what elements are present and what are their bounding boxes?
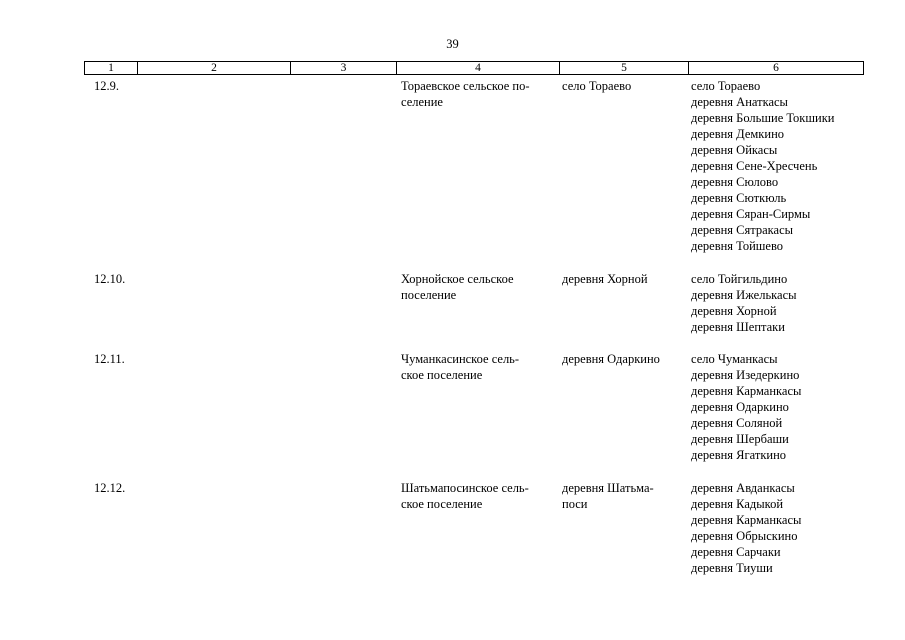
administrative-center-line: село Тораево (562, 79, 632, 93)
header-cell-2: 2 (138, 62, 291, 74)
settlement-name-line: ское поселение (401, 497, 483, 511)
header-cell-3: 3 (291, 62, 397, 74)
settlement-name (401, 78, 551, 110)
row-number: 12.11. (94, 352, 125, 366)
row-number: 12.10. (94, 272, 126, 286)
places-list (691, 78, 834, 254)
places-list (691, 271, 797, 335)
place-item: деревня Карманкасы (691, 384, 802, 398)
administrative-center-line: деревня Шатьма- (562, 481, 654, 495)
row-number: 12.12. (94, 481, 126, 495)
administrative-center (562, 78, 682, 94)
settlement-name (401, 271, 551, 303)
place-item: село Тойгильдино (691, 272, 788, 286)
place-item: деревня Авданкасы (691, 481, 795, 495)
row-number: 12.9. (94, 79, 119, 93)
place-item: деревня Соляной (691, 416, 783, 430)
place-item: деревня Обрыскино (691, 529, 798, 543)
header-cell-6: 6 (773, 62, 779, 74)
place-item: деревня Изедеркино (691, 368, 800, 382)
place-item: деревня Карманкасы (691, 513, 802, 527)
place-item: деревня Хорной (691, 304, 777, 318)
header-cell-4: 4 (397, 62, 560, 74)
place-item: деревня Шербаши (691, 432, 789, 446)
place-item: село Чуманкасы (691, 352, 778, 366)
place-item: деревня Большие Токшики (691, 111, 835, 125)
place-item: деревня Сарчаки (691, 545, 781, 559)
table-header-row (84, 61, 864, 75)
place-item: деревня Сяран-Сирмы (691, 207, 811, 221)
settlement-name-line: ское поселение (401, 368, 483, 382)
places-list (691, 351, 801, 463)
header-cell-5: 5 (560, 62, 689, 74)
place-item: деревня Ягаткино (691, 448, 787, 462)
places-list (691, 480, 801, 576)
settlement-name (401, 480, 551, 512)
administrative-center-line: деревня Хорной (562, 272, 648, 286)
settlement-name-line: Тораевское сельское по- (401, 79, 530, 93)
administrative-center-line: деревня Одаркино (562, 352, 660, 366)
place-item: село Тораево (691, 79, 761, 93)
settlement-name-line: поселение (401, 288, 457, 302)
place-item: деревня Сятракасы (691, 223, 794, 237)
place-item: деревня Сене-Хресчень (691, 159, 818, 173)
place-item: деревня Тойшево (691, 239, 784, 253)
place-item: деревня Одаркино (691, 400, 789, 414)
administrative-center (562, 480, 682, 512)
administrative-center (562, 351, 682, 367)
header-cell-1: 1 (85, 62, 138, 74)
administrative-center (562, 271, 682, 287)
place-item: деревня Тиуши (691, 561, 773, 575)
place-item: деревня Сюлово (691, 175, 779, 189)
settlement-name-line: Чуманкасинское сель- (401, 352, 520, 366)
settlement-name-line: селение (401, 95, 443, 109)
settlement-name-line: Хорнойское сельское (401, 272, 514, 286)
place-item: деревня Сюткюль (691, 191, 787, 205)
settlement-name-line: Шатьмапосинское сель- (401, 481, 529, 495)
place-item: деревня Демкино (691, 127, 785, 141)
place-item: деревня Кадыкой (691, 497, 784, 511)
place-item: деревня Шептаки (691, 320, 785, 334)
administrative-center-line: поси (562, 497, 588, 511)
place-item: деревня Анаткасы (691, 95, 788, 109)
place-item: деревня Ижелькасы (691, 288, 797, 302)
settlement-name (401, 351, 551, 383)
page-number: 39 (446, 37, 459, 51)
place-item: деревня Ойкасы (691, 143, 778, 157)
